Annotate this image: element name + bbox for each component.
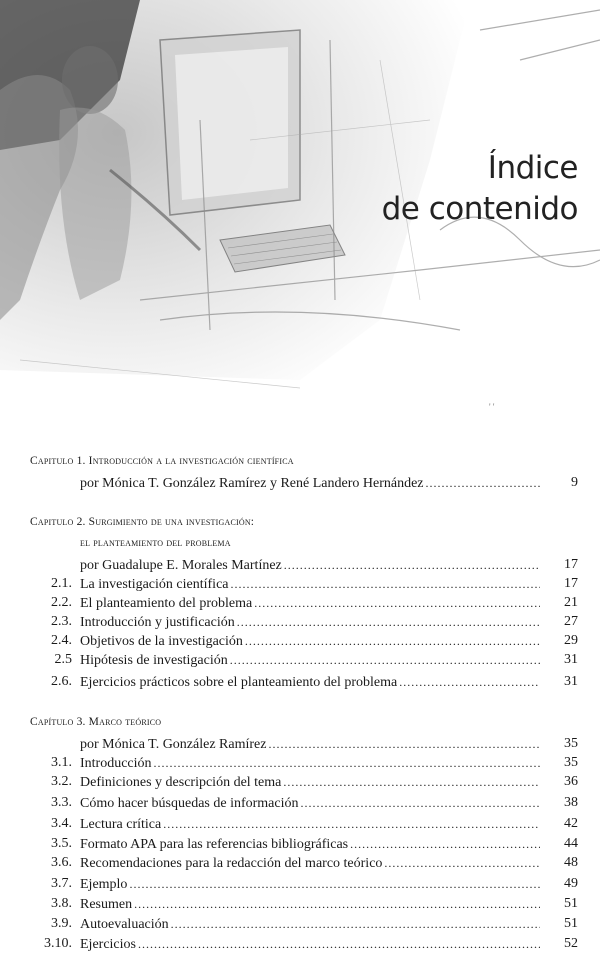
toc-entry[interactable] <box>0 914 600 934</box>
toc-entry-number: 2.1. <box>51 576 72 591</box>
toc-entry-page: 51 <box>564 896 578 911</box>
toc-entry-number: 3.3. <box>51 795 72 810</box>
toc-entry-page: 31 <box>564 652 578 667</box>
toc-entry-text: Ejercicios <box>80 937 136 952</box>
toc-entry-text: Recomendaciones para la redacción del marco teórico <box>80 856 383 871</box>
toc-entry[interactable] <box>0 793 600 813</box>
toc-entry-text: Objetivos de la investigación <box>80 634 243 649</box>
toc-entry-page: 52 <box>564 936 578 951</box>
toc-entry-number: 3.1. <box>51 755 72 770</box>
toc-entry[interactable] <box>0 753 600 773</box>
toc-entry-number: 3.7. <box>51 876 72 891</box>
toc-entry-page: 38 <box>564 795 578 810</box>
toc-entry-text: Lectura crítica <box>80 817 162 832</box>
corner-mark: ' ' <box>489 402 495 412</box>
toc-entry-page: 17 <box>564 576 578 591</box>
toc-entry-number: 3.5. <box>51 836 72 851</box>
leader-dots <box>245 631 540 651</box>
toc-entry-text: Hipótesis de investigación <box>80 653 228 668</box>
toc-entry-number: 2.2. <box>51 595 72 610</box>
leader-dots <box>268 734 540 754</box>
toc-entry-page: 27 <box>564 614 578 629</box>
toc-entry[interactable] <box>0 814 600 834</box>
toc-entry[interactable] <box>0 473 600 493</box>
toc-entry[interactable] <box>0 612 600 632</box>
toc-entry[interactable] <box>0 650 600 670</box>
toc-entry-number: 2.4. <box>51 633 72 648</box>
toc-entry[interactable] <box>0 555 600 575</box>
toc-entry-text: por Mónica T. González Ramírez y René Landero Hernández <box>80 476 424 491</box>
toc-entry-text: Definiciones y descripción del tema <box>80 775 282 790</box>
leader-dots <box>426 473 541 493</box>
page-title-line2: de contenido <box>381 191 578 227</box>
leader-dots <box>384 853 540 873</box>
page-title <box>382 148 578 230</box>
toc-entry-page: 44 <box>564 836 578 851</box>
toc-entry[interactable] <box>0 934 600 954</box>
leader-dots <box>230 650 540 670</box>
toc-entry-number: 3.8. <box>51 896 72 911</box>
toc-entry-page: 48 <box>564 855 578 870</box>
toc-entry[interactable] <box>0 574 600 594</box>
toc-entry-text: El planteamiento del problema <box>80 596 253 611</box>
toc-entry-page: 35 <box>564 736 578 751</box>
leader-dots <box>154 753 540 773</box>
toc-entry[interactable] <box>0 734 600 754</box>
leader-dots <box>399 672 540 692</box>
toc-entry[interactable] <box>0 894 600 914</box>
toc-entry-text: Introducción <box>80 756 152 771</box>
leader-dots <box>301 793 541 813</box>
leader-dots <box>171 914 540 934</box>
toc-entry-text: Cómo hacer búsquedas de información <box>80 796 299 811</box>
leader-dots <box>350 834 540 854</box>
toc-entry-text: Resumen <box>80 897 133 912</box>
toc-entry-page: 9 <box>571 475 578 490</box>
toc-entry-number: 3.4. <box>51 816 72 831</box>
toc-entry-page: 21 <box>564 595 578 610</box>
toc-entry[interactable] <box>0 593 600 613</box>
toc-entry-page: 36 <box>564 774 578 789</box>
leader-dots <box>134 894 540 914</box>
toc-entry-text: Autoevaluación <box>80 917 169 932</box>
leader-dots <box>231 574 541 594</box>
toc-entry-number: 3.10. <box>44 936 72 951</box>
toc-entry-page: 51 <box>564 916 578 931</box>
toc-entry-text: por Guadalupe E. Morales Martínez <box>80 558 282 573</box>
leader-dots <box>283 772 540 792</box>
toc-entry-page: 42 <box>564 816 578 831</box>
page-title-line1: Índice <box>487 150 578 186</box>
toc-entry[interactable] <box>0 772 600 792</box>
toc-entry-number: 2.6. <box>51 674 72 689</box>
toc-entry[interactable] <box>0 834 600 854</box>
toc-entry-text: Introducción y justificación <box>80 615 235 630</box>
toc-entry-number: 3.6. <box>51 855 72 870</box>
toc-entry-text: Ejemplo <box>80 877 128 892</box>
leader-dots <box>129 874 540 894</box>
chapter-2-subtitle: el planteamiento del problema <box>80 537 231 549</box>
leader-dots <box>254 593 540 613</box>
toc-entry[interactable] <box>0 853 600 873</box>
toc-entry-text: por Mónica T. González Ramírez <box>80 737 267 752</box>
toc-entry-number: 2.3. <box>51 614 72 629</box>
chapter-1-title: Capitulo 1. Introducción a la investigación científica <box>30 455 294 467</box>
toc-entry-text: Ejercicios prácticos sobre el planteamiento del problema <box>80 675 398 690</box>
leader-dots <box>163 814 540 834</box>
toc-entry-page: 35 <box>564 755 578 770</box>
toc-entry-page: 29 <box>564 633 578 648</box>
toc-entry-page: 17 <box>564 557 578 572</box>
toc-entry-text: La investigación científica <box>80 577 229 592</box>
toc-entry-number: 3.2. <box>51 774 72 789</box>
toc-entry-number: 3.9. <box>51 916 72 931</box>
chapter-2-title: Capitulo 2. Surgimiento de una investigación: <box>30 516 255 528</box>
toc-entry[interactable] <box>0 874 600 894</box>
toc-entry-page: 31 <box>564 674 578 689</box>
leader-dots <box>138 934 540 954</box>
toc-entry[interactable] <box>0 631 600 651</box>
leader-dots <box>284 555 540 575</box>
toc-entry-text: Formato APA para las referencias bibliográficas <box>80 837 349 852</box>
toc-entry[interactable] <box>0 672 600 692</box>
toc-entry-page: 49 <box>564 876 578 891</box>
toc-entry-number: 2.5 <box>54 652 72 667</box>
leader-dots <box>237 612 540 632</box>
chapter-3-title: Capítulo 3. Marco teórico <box>30 716 162 728</box>
